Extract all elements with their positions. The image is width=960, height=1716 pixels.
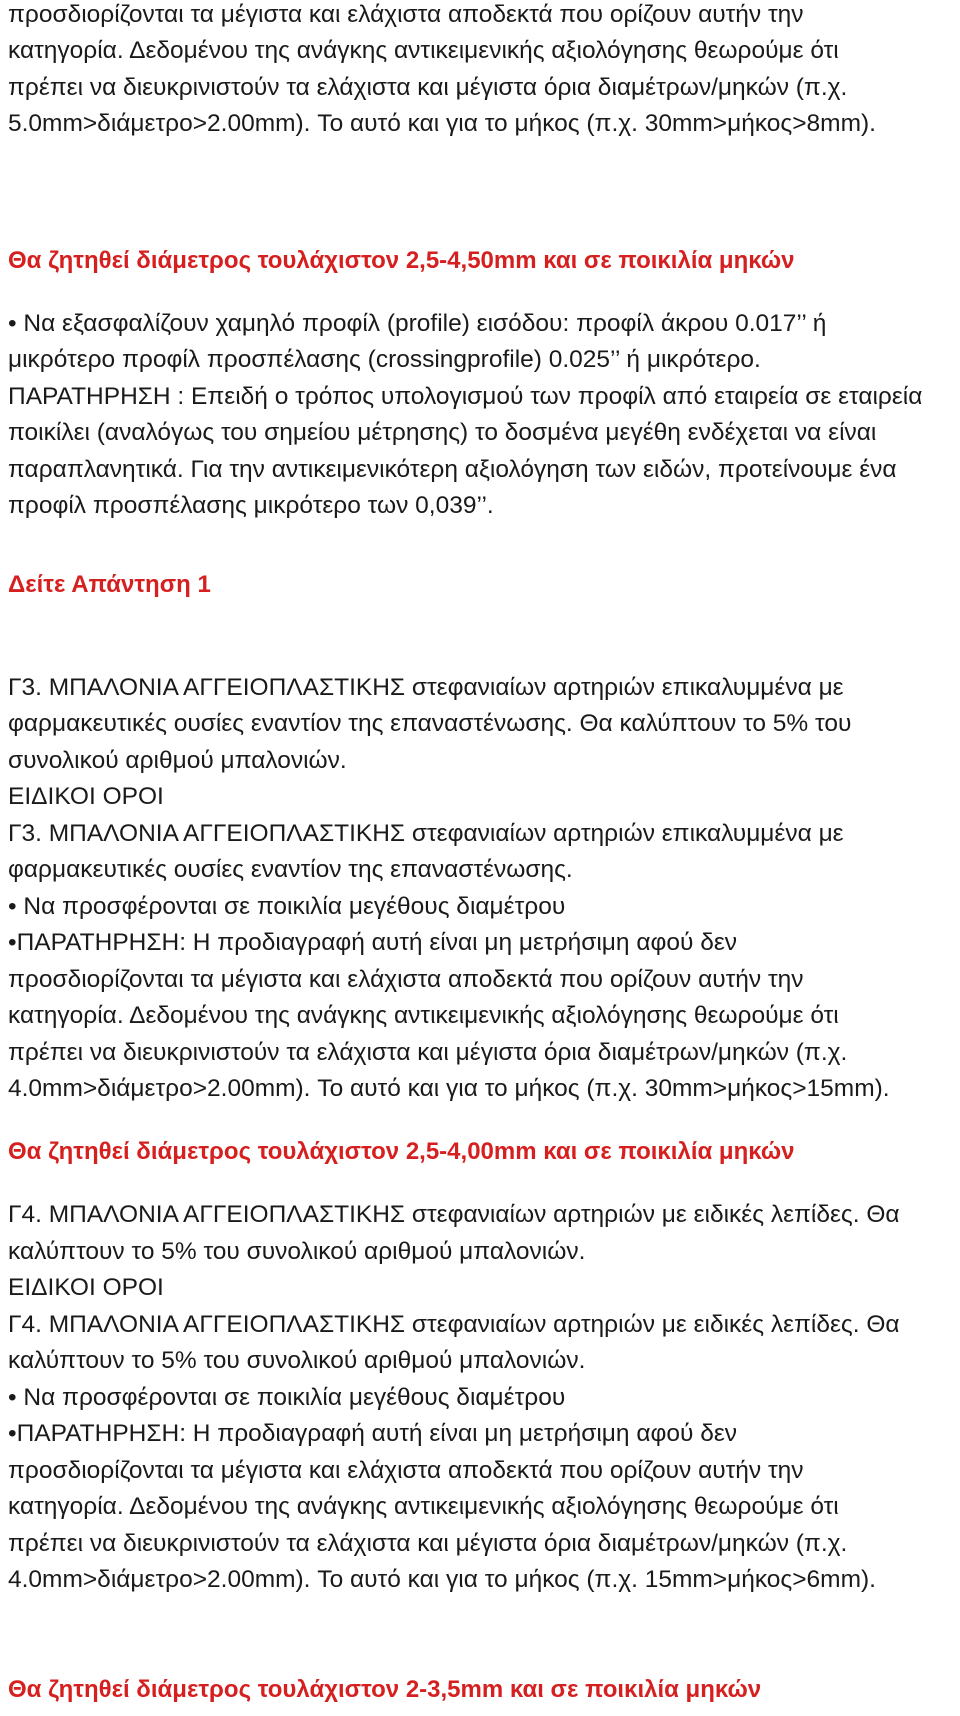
text-line: προσδιορίζονται τα μέγιστα και ελάχιστα αποδεκτά που ορίζουν αυτήν την: [8, 966, 804, 993]
text-line: προφίλ προσπέλασης μικρότερο των 0,039’’.: [8, 492, 494, 519]
text-line: κατηγορία. Δεδομένου της ανάγκης αντικειμενικής αξιολόγησης θεωρούμε ότι: [8, 1493, 839, 1520]
section-heading-g4: Γ4. ΜΠΑΛΟΝΙΑ ΑΓΓΕΙΟΠΛΑΣΤΙΚΗΣ στεφανιαίων αρτηριών με ειδικές λεπίδες. Θα: [8, 1201, 900, 1228]
requirement-note: Θα ζητηθεί διάμετρος τουλάχιστον 2-3,5mm και σε ποικιλία μηκών: [8, 1676, 762, 1703]
text-line: παραπλανητικά. Για την αντικειμενικότερη αξιολόγηση των ειδών, προτείνουμε ένα: [8, 456, 897, 483]
remark-text: ΠΑΡΑΤΗΡΗΣΗ : Επειδή ο τρόπος υπολογισμού των προφίλ από εταιρεία σε εταιρεία: [8, 383, 923, 410]
bullet-item: • Να προσφέρονται σε ποικιλία μεγέθους διαμέτρου: [8, 1384, 566, 1411]
requirement-note: Θα ζητηθεί διάμετρος τουλάχιστον 2,5-4,50mm και σε ποικιλία μηκών: [8, 247, 795, 274]
document-page: [8, 0, 952, 1716]
text-line: πρέπει να διευκρινιστούν τα ελάχιστα και μέγιστα όρια διαμέτρων/μηκών (π.χ.: [8, 1039, 848, 1066]
text-line: προσδιορίζονται τα μέγιστα και ελάχιστα αποδεκτά που ορίζουν αυτήν την: [8, 1457, 804, 1484]
bullet-item: •ΠΑΡΑΤΗΡΗΣΗ: Η προδιαγραφή αυτή είναι μη μετρήσιμη αφού δεν: [8, 929, 738, 956]
text-line: ποικίλει (αναλόγως του σημείου μέτρησης) το δοσμένα μεγέθη ενδέχεται να είναι: [8, 419, 877, 446]
text-line: 5.0mm>διάμετρο>2.00mm). Το αυτό και για το μήκος (π.χ. 30mm>μήκος>8mm).: [8, 110, 876, 137]
section-heading-g3: Γ3. ΜΠΑΛΟΝΙΑ ΑΓΓΕΙΟΠΛΑΣΤΙΚΗΣ στεφανιαίων αρτηριών επικαλυμμένα με: [8, 674, 844, 701]
text-line: συνολικού αριθμού μπαλονιών.: [8, 747, 347, 774]
text-line: 4.0mm>διάμετρο>2.00mm). Το αυτό και για το μήκος (π.χ. 15mm>μήκος>6mm).: [8, 1566, 876, 1593]
special-terms-heading: ΕΙΔΙΚΟΙ ΟΡΟΙ: [8, 783, 164, 810]
bullet-item: •ΠΑΡΑΤΗΡΗΣΗ: Η προδιαγραφή αυτή είναι μη μετρήσιμη αφού δεν: [8, 1420, 738, 1447]
text-line: καλύπτουν το 5% του συνολικού αριθμού μπαλονιών.: [8, 1238, 586, 1265]
text-line: Γ4. ΜΠΑΛΟΝΙΑ ΑΓΓΕΙΟΠΛΑΣΤΙΚΗΣ στεφανιαίων αρτηριών με ειδικές λεπίδες. Θα: [8, 1311, 900, 1338]
text-line: κατηγορία. Δεδομένου της ανάγκης αντικειμενικής αξιολόγησης θεωρούμε ότι: [8, 37, 839, 64]
text-line: πρέπει να διευκρινιστούν τα ελάχιστα και μέγιστα όρια διαμέτρων/μηκών (π.χ.: [8, 74, 848, 101]
text-line: φαρμακευτικές ουσίες εναντίον της επαναστένωσης.: [8, 856, 573, 883]
text-line: κατηγορία. Δεδομένου της ανάγκης αντικειμενικής αξιολόγησης θεωρούμε ότι: [8, 1002, 839, 1029]
text-line: φαρμακευτικές ουσίες εναντίον της επαναστένωσης. Θα καλύπτουν το 5% του: [8, 710, 852, 737]
text-line: Γ3. ΜΠΑΛΟΝΙΑ ΑΓΓΕΙΟΠΛΑΣΤΙΚΗΣ στεφανιαίων αρτηριών επικαλυμμένα με: [8, 820, 844, 847]
bullet-item: • Να προσφέρονται σε ποικιλία μεγέθους διαμέτρου: [8, 893, 566, 920]
bullet-item: • Να εξασφαλίζουν χαμηλό προφίλ (profile) εισόδου: προφίλ άκρου 0.017’’ ή: [8, 310, 827, 337]
answer-reference-link[interactable]: Δείτε Απάντηση 1: [8, 571, 211, 598]
text-line: καλύπτουν το 5% του συνολικού αριθμού μπαλονιών.: [8, 1347, 586, 1374]
text-line: προσδιορίζονται τα μέγιστα και ελάχιστα αποδεκτά που ορίζουν αυτήν την: [8, 1, 804, 28]
text-line: πρέπει να διευκρινιστούν τα ελάχιστα και μέγιστα όρια διαμέτρων/μηκών (π.χ.: [8, 1530, 848, 1557]
text-line: μικρότερο προφίλ προσπέλασης (crossingprofile) 0.025’’ ή μικρότερο.: [8, 346, 761, 373]
requirement-note: Θα ζητηθεί διάμετρος τουλάχιστον 2,5-4,00mm και σε ποικιλία μηκών: [8, 1138, 795, 1165]
text-line: 4.0mm>διάμετρο>2.00mm). Το αυτό και για το μήκος (π.χ. 30mm>μήκος>15mm).: [8, 1075, 890, 1102]
special-terms-heading: ΕΙΔΙΚΟΙ ΟΡΟΙ: [8, 1274, 164, 1301]
